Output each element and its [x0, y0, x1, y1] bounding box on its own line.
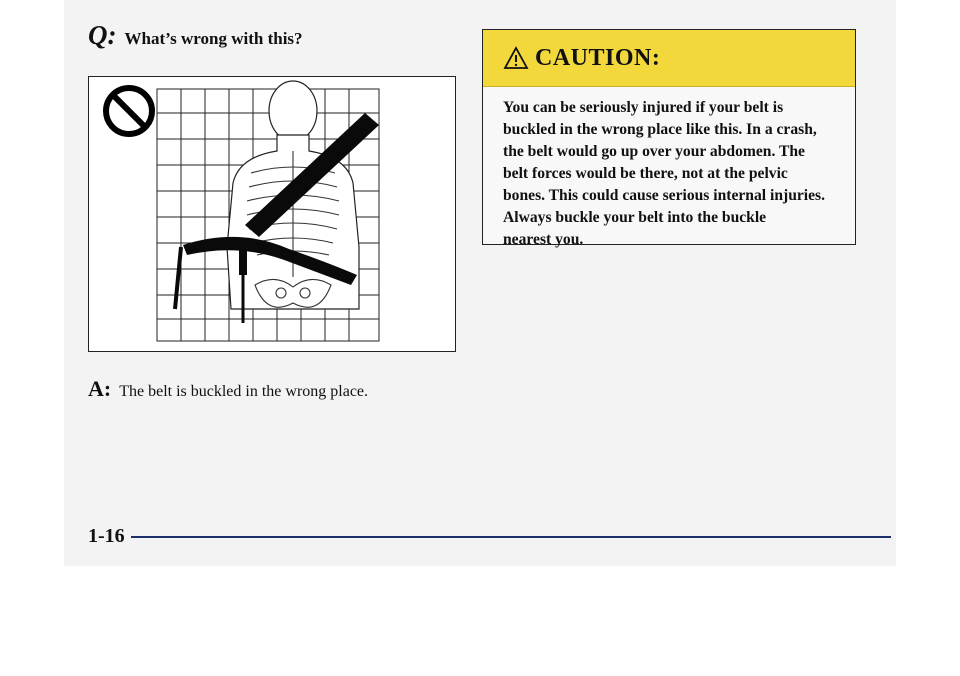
- manual-page: [64, 0, 896, 566]
- caution-box: [482, 29, 856, 248]
- footer-rule: [131, 536, 891, 538]
- caution-line: nearest you.: [503, 231, 584, 248]
- page-footer: [88, 525, 891, 548]
- question-mark-label: Q:: [88, 20, 117, 50]
- question-text: What’s wrong with this?: [124, 29, 303, 48]
- caution-header: [483, 30, 855, 87]
- caution-line: buckled in the wrong place like this. In a crash,: [503, 121, 817, 138]
- caution-title: CAUTION:: [535, 44, 661, 71]
- caution-line: Always buckle your belt into the buckle: [503, 209, 767, 226]
- caution-line: the belt would go up over your abdomen. The: [503, 143, 805, 160]
- page-number: 1-16: [88, 525, 125, 547]
- illustration-frame: [88, 76, 456, 352]
- caution-line: belt forces would be there, not at the pelvic: [503, 165, 788, 182]
- answer-text: The belt is buckled in the wrong place.: [119, 383, 369, 400]
- answer-line: [88, 376, 368, 402]
- caution-text: [483, 87, 855, 251]
- caution-line: You can be seriously injured if your belt is: [503, 99, 784, 116]
- seatbelt-illustration: [89, 77, 457, 353]
- warning-triangle-icon: [503, 46, 529, 70]
- prohibition-icon: [106, 88, 152, 134]
- caution-line: bones. This could cause serious internal injuries.: [503, 187, 826, 204]
- answer-mark-label: A:: [88, 376, 112, 401]
- question-line: [88, 20, 303, 51]
